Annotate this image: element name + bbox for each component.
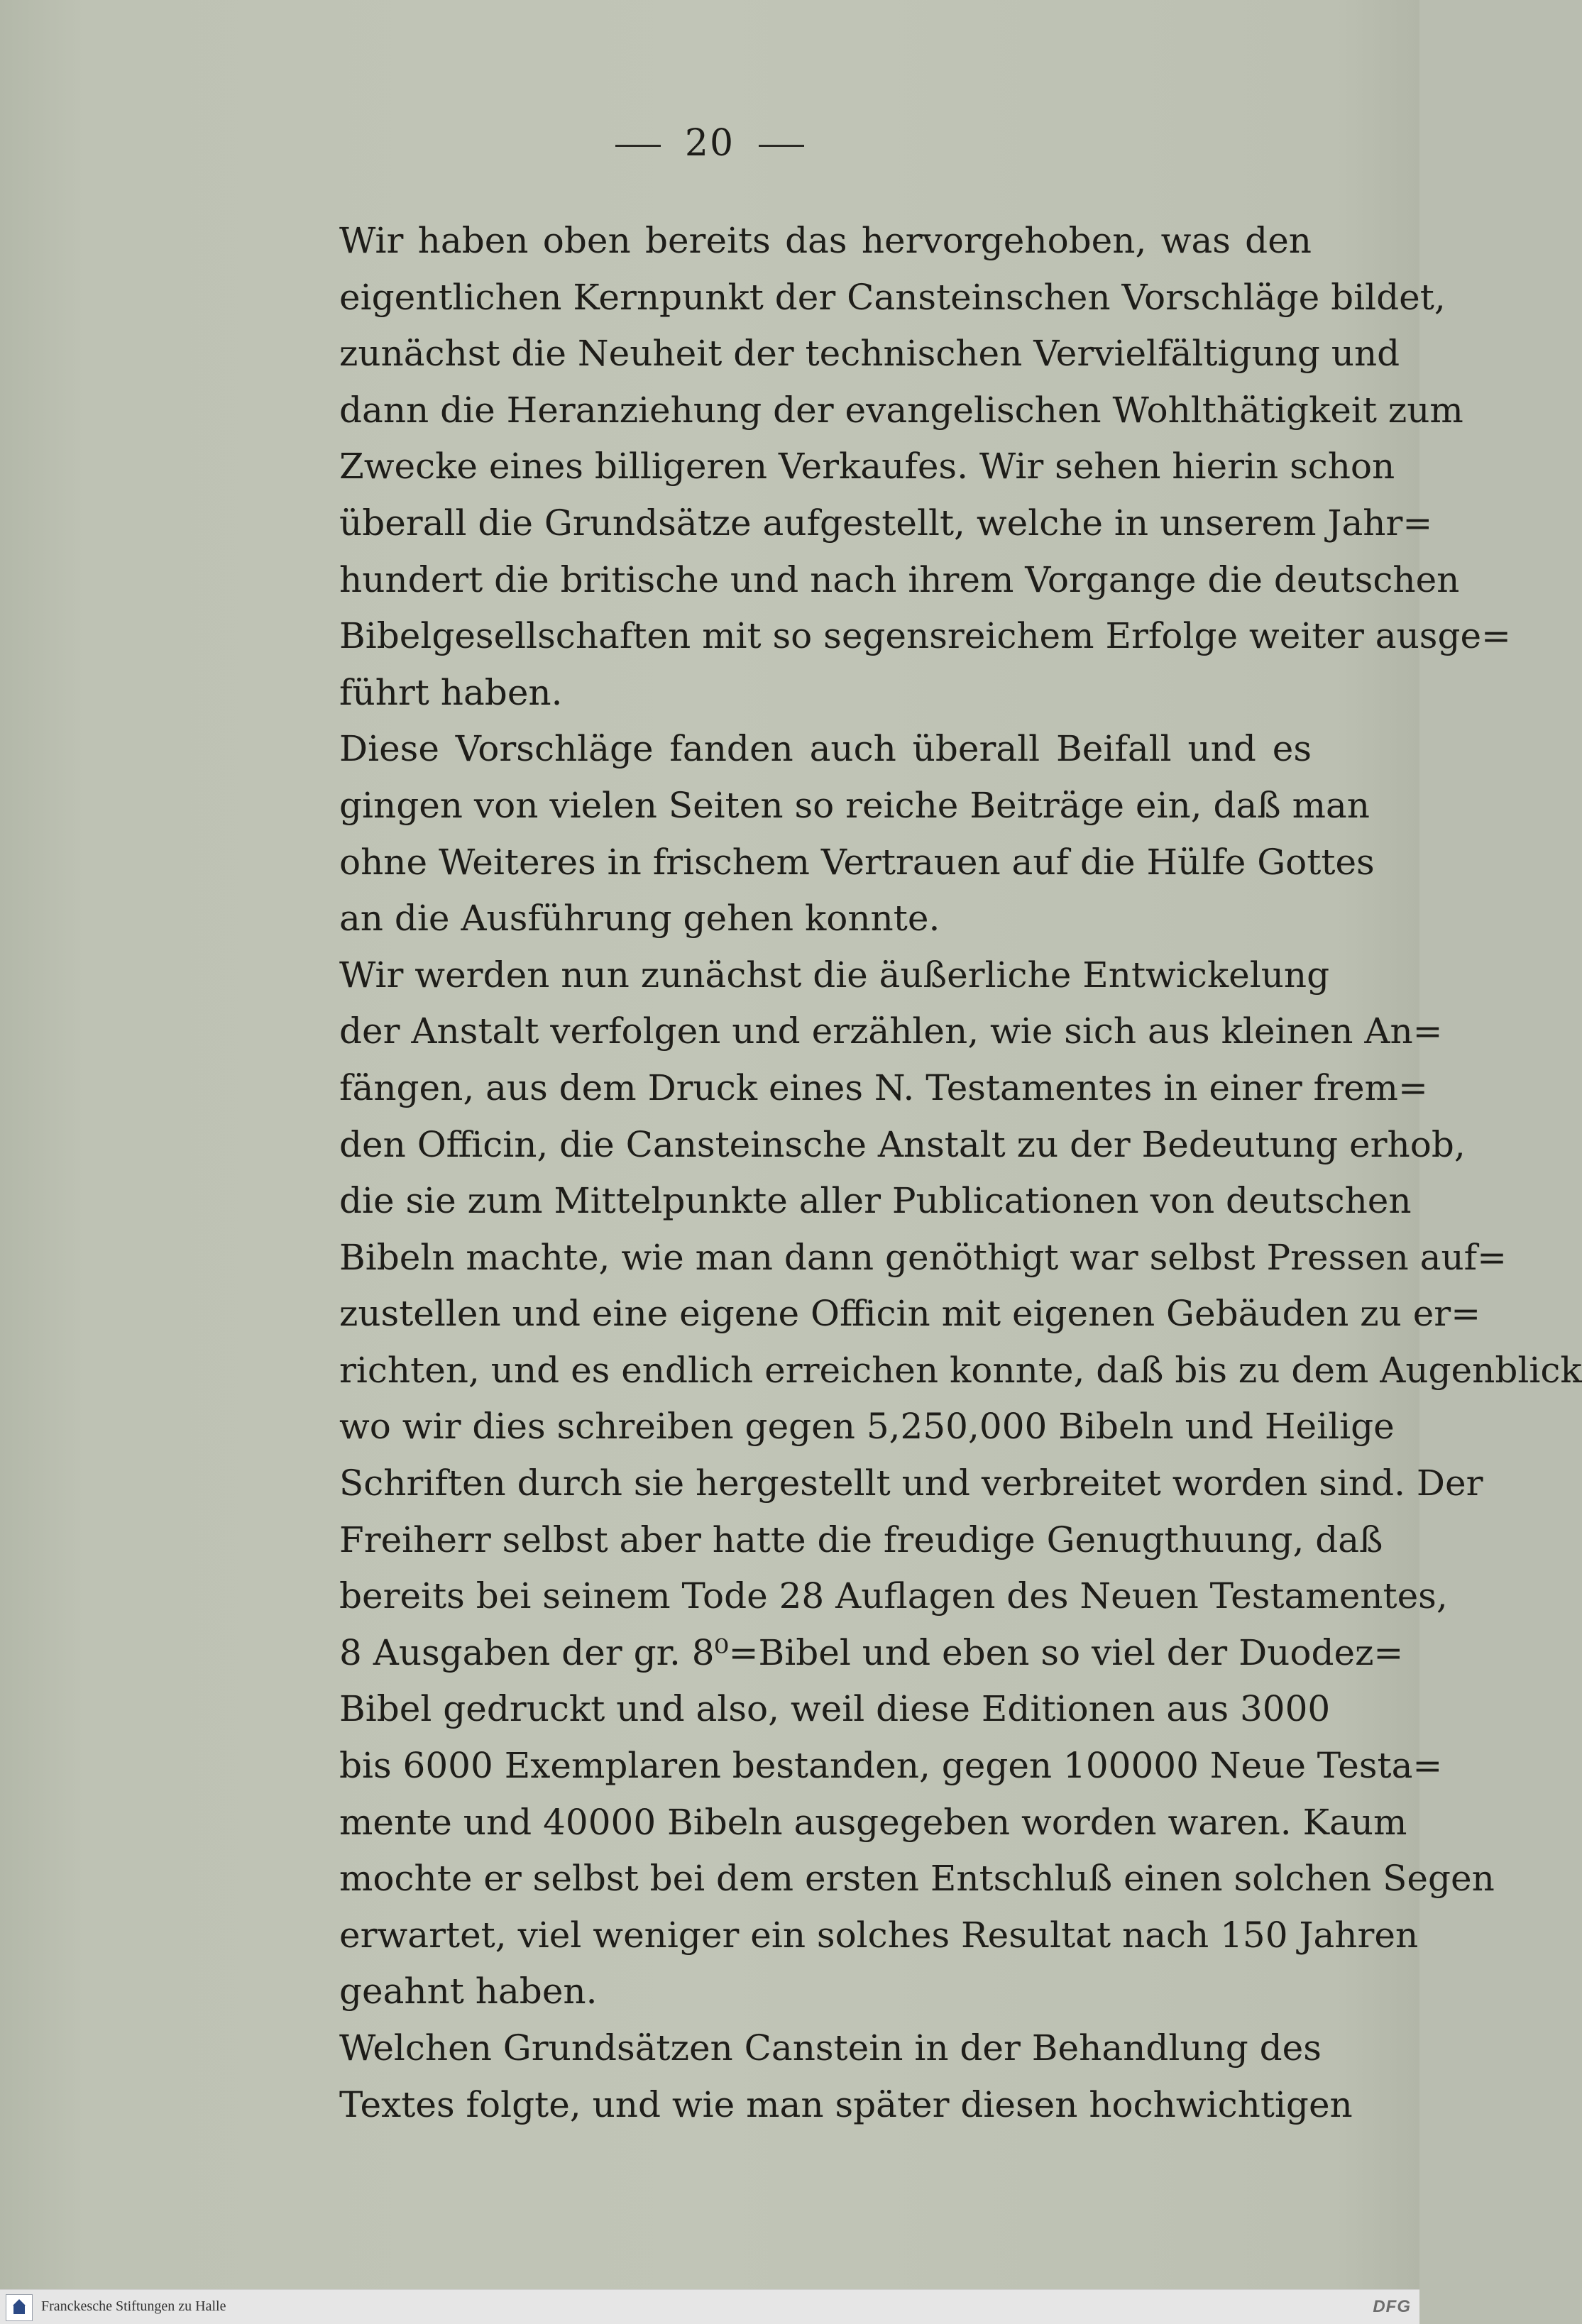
paragraph — [226, 2020, 1353, 2133]
dfg-logo: DFG — [1373, 2297, 1411, 2316]
text-line: ohne Weiteres in frischem Vertrauen auf die Hülfe Gottes — [339, 841, 1375, 883]
text-line: geahnt haben. — [339, 1971, 598, 2012]
text-line: Zwecke eines billigeren Verkaufes. Wir sehen hierin schon — [339, 446, 1395, 488]
paragraph — [226, 213, 1511, 721]
text-line: überall die Grundsätze aufgestellt, welche in unserem Jahr= — [339, 502, 1433, 544]
text-line: bis 6000 Exemplaren bestanden, gegen 100000 Neue Testa= — [339, 1745, 1443, 1787]
text-line: die sie zum Mittelpunkte aller Publicationen von deutschen — [339, 1180, 1412, 1222]
dash-right — [759, 145, 804, 147]
text-line: richten, und es endlich erreichen konnte, daß bis zu dem Augenblick — [339, 1349, 1582, 1391]
text-line: Freiherr selbst aber hatte die freudige Genugthuung, daß — [339, 1519, 1383, 1560]
text-line: führt haben. — [339, 671, 563, 713]
footer-bar — [0, 2289, 1419, 2324]
text-line: bereits bei seinem Tode 28 Auflagen des Neuen Testamentes, — [339, 1575, 1448, 1617]
dash-left — [615, 145, 661, 147]
text-line: fängen, aus dem Druck eines N. Testamentes in einer frem= — [339, 1067, 1428, 1108]
paragraph — [226, 721, 1375, 947]
text-line: der Anstalt verfolgen und erzählen, wie sich aus kleinen An= — [339, 1010, 1443, 1052]
text-line: mochte er selbst bei dem ersten Entschluß einen solchen Segen — [339, 1858, 1495, 1900]
text-line: Bibeln machte, wie man dann genöthigt war selbst Pressen auf= — [339, 1236, 1507, 1278]
text-line: Diese Vorschläge fanden auch überall Beifall und es — [339, 728, 1312, 770]
building-icon — [6, 2294, 33, 2321]
text-line: mente und 40000 Bibeln ausgegeben worden waren. Kaum — [339, 1801, 1407, 1843]
body-text — [226, 213, 1582, 2133]
page-number-value: 20 — [684, 122, 735, 165]
text-line: 8 Ausgaben der gr. 8⁰=Bibel und eben so viel der Duodez= — [339, 1631, 1404, 1673]
text-line: Wir werden nun zunächst die äußerliche Entwickelung — [339, 954, 1330, 996]
text-line: gingen von vielen Seiten so reiche Beiträge ein, daß man — [339, 784, 1370, 826]
text-line: zustellen und eine eigene Officin mit eigenen Gebäuden zu er= — [339, 1293, 1481, 1335]
institution-name: Franckesche Stiftungen zu Halle — [41, 2298, 226, 2314]
paragraph — [226, 947, 1582, 2020]
text-line: Bibel gedruckt und also, weil diese Editionen aus 3000 — [339, 1688, 1331, 1730]
text-line: den Officin, die Cansteinsche Anstalt zu der Bedeutung erhob, — [339, 1123, 1466, 1165]
text-line: Welchen Grundsätzen Canstein in der Behandlung des — [339, 2027, 1322, 2069]
text-line: Schriften durch sie hergestellt und verbreitet worden sind. Der — [339, 1463, 1483, 1504]
text-line: eigentlichen Kernpunkt der Cansteinschen Vorschläge bildet, — [339, 276, 1446, 318]
text-line: hundert die britische und nach ihrem Vorgange die deutschen — [339, 558, 1460, 600]
text-line: zunächst die Neuheit der technischen Vervielfältigung und — [339, 333, 1400, 375]
text-line: wo wir dies schreiben gegen 5,250,000 Bibeln und Heilige — [339, 1406, 1395, 1448]
text-line: Wir haben oben bereits das hervorgehoben, was den — [339, 220, 1312, 261]
text-line: dann die Heranziehung der evangelischen Wohlthätigkeit zum — [339, 389, 1463, 431]
text-line: erwartet, viel weniger ein solches Resultat nach 150 Jahren — [339, 1914, 1419, 1956]
text-line: an die Ausführung gehen konnte. — [339, 898, 940, 940]
text-line: Textes folgte, und wie man später diesen hochwichtigen — [339, 2083, 1353, 2125]
page-number — [0, 122, 1419, 165]
text-line: Bibelgesellschaften mit so segensreichem Erfolge weiter ausge= — [339, 615, 1511, 657]
